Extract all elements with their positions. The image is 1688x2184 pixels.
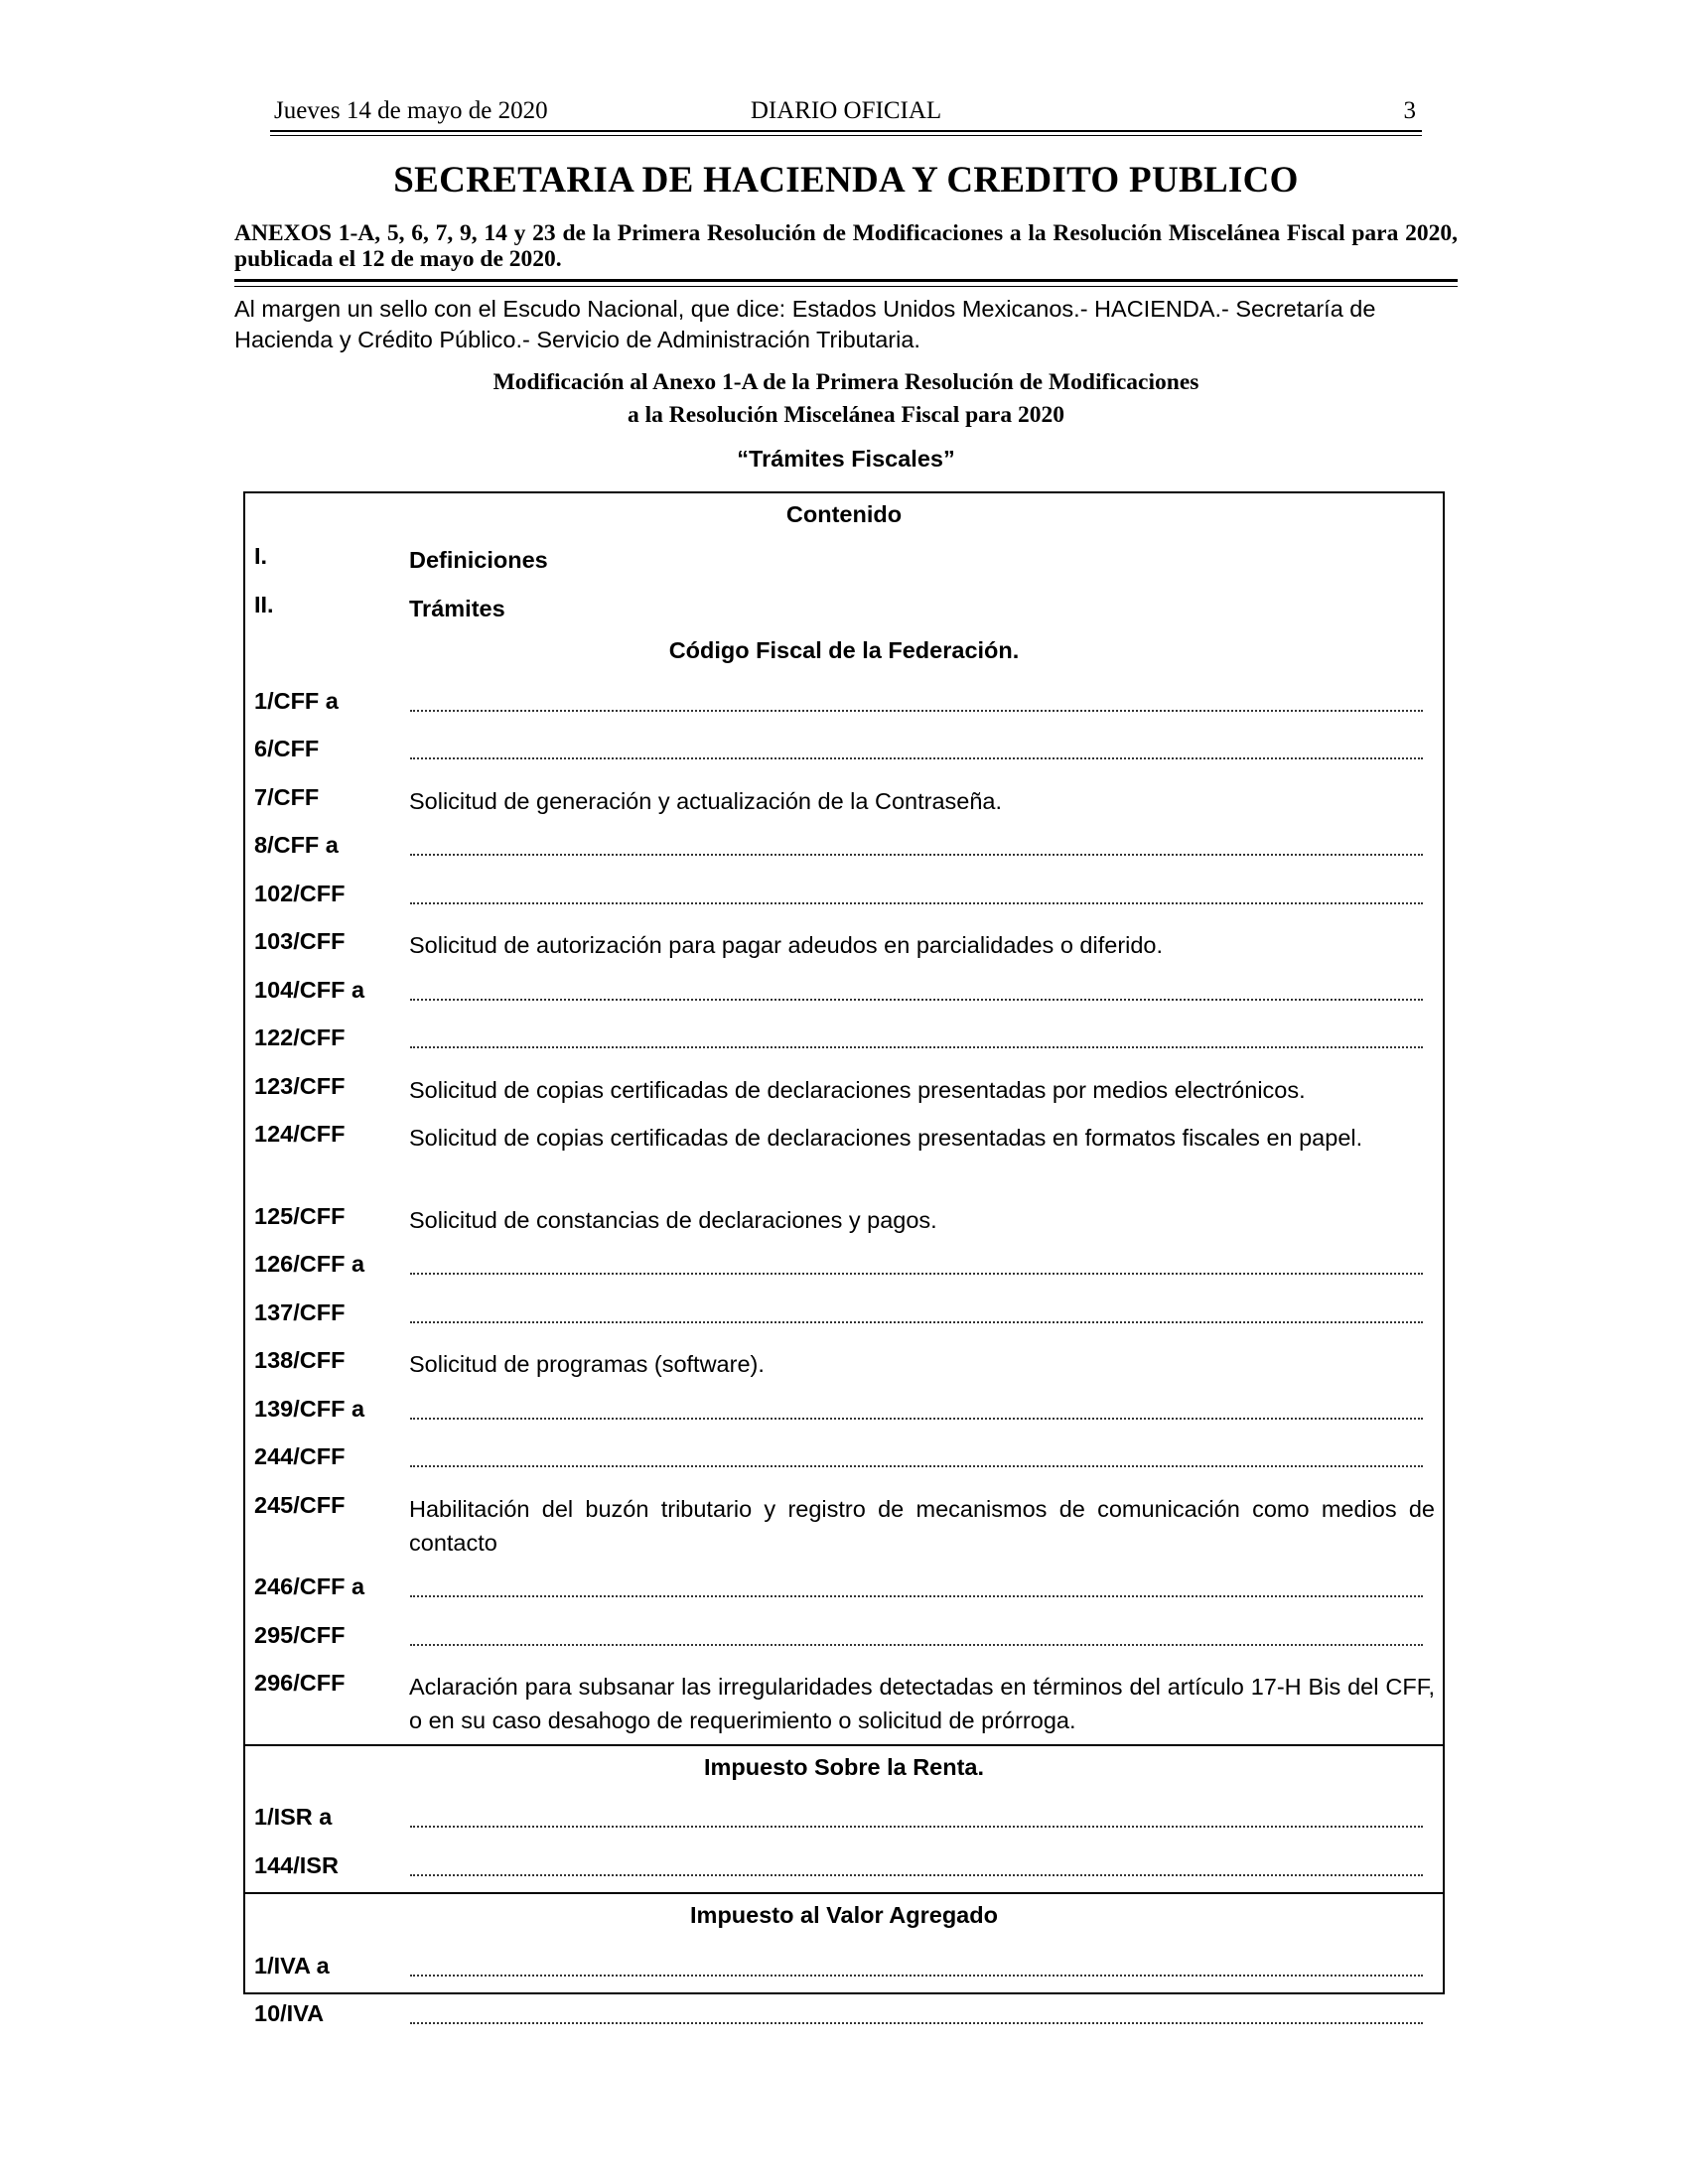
dot-leader <box>410 1273 1423 1275</box>
contents-box <box>243 491 1445 2026</box>
seal-note: Al margen un sello con el Escudo Nacional, que dice: Estados Unidos Mexicanos.- HACIENDA.- Secretaría de Hacienda y Crédito Público.- Servicio de Administración Tributaria. <box>234 296 1376 352</box>
procedure-description: Solicitud de autorización para pagar adeudos en parcialidades o diferido. <box>409 932 1164 958</box>
decree-title: ANEXOS 1-A, 5, 6, 7, 9, 14 y 23 de la Primera Resolución de Modificaciones a la Resolución Miscelánea Fiscal para 2020, publicada el 12 de mayo de 2020. <box>234 220 1458 272</box>
dot-leader <box>410 999 1423 1001</box>
procedure-description: Solicitud de constancias de declaraciones y pagos. <box>409 1206 937 1233</box>
header-rule-thin <box>270 135 1422 136</box>
procedure-code: 103/CFF <box>254 928 346 954</box>
procedure-code: 8/CFF a <box>254 832 339 858</box>
header-rule <box>270 130 1422 132</box>
subject-title: “Trámites Fiscales” <box>737 446 955 472</box>
procedure-code: 123/CFF <box>254 1072 346 1099</box>
dot-leader <box>410 1874 1423 1876</box>
contents-row <box>245 1491 1443 1556</box>
outline-label: Trámites <box>409 595 505 621</box>
section-title: Impuesto Sobre la Renta. <box>703 1753 985 1780</box>
header-publication: DIARIO OFICIAL <box>750 97 942 124</box>
procedure-code: 1/CFF a <box>254 687 339 714</box>
procedure-code: 125/CFF <box>254 1202 346 1229</box>
contents-row <box>245 1670 1443 1733</box>
contents-row <box>245 1396 1443 1430</box>
dot-leader <box>410 710 1423 712</box>
title-rule <box>234 279 1458 282</box>
procedure-code: 102/CFF <box>254 880 346 906</box>
contents-row <box>245 736 1443 769</box>
contents-row <box>245 1121 1443 1155</box>
procedure-code: 295/CFF <box>254 1621 346 1648</box>
contents-row <box>245 784 1443 818</box>
procedure-code: 296/CFF <box>254 1670 346 1696</box>
procedure-code: 139/CFF a <box>254 1395 365 1422</box>
procedure-code: 246/CFF a <box>254 1573 365 1599</box>
dot-leader <box>410 1826 1423 1828</box>
outline-label: Definiciones <box>409 547 548 573</box>
dot-leader <box>410 1418 1423 1420</box>
section-divider <box>245 1744 1443 1746</box>
contents-row <box>245 1024 1443 1058</box>
dot-leader <box>410 1644 1423 1646</box>
procedure-code: 104/CFF a <box>254 976 365 1003</box>
dot-leader <box>410 902 1423 904</box>
procedure-code: 244/CFF <box>254 1443 346 1469</box>
dot-leader <box>410 1465 1423 1467</box>
modification-title-line: Modificación al Anexo 1-A de la Primera Resolución de Modificaciones <box>492 369 1199 395</box>
contents-row <box>245 928 1443 962</box>
header-page-number: 3 <box>1403 97 1416 124</box>
contents-row <box>245 1953 1443 1986</box>
procedure-code: 245/CFF <box>254 1491 346 1518</box>
procedure-description: Habilitación del buzón tributario y registro de mecanismos de comunicación como medios de contacto <box>409 1495 1435 1556</box>
title-rule-thin <box>234 286 1458 287</box>
modification-title <box>234 366 1458 432</box>
contents-row <box>245 1251 1443 1285</box>
outline-row <box>245 592 1443 625</box>
dot-leader <box>410 1321 1423 1323</box>
procedure-code: 10/IVA <box>254 2000 325 2026</box>
procedure-code: 138/CFF <box>254 1347 346 1373</box>
procedure-description: Aclaración para subsanar las irregularidades detectadas en términos del artículo 17-H Bis del CFF, o en su caso desahogo de requerimiento o solicitud de prórroga. <box>409 1674 1435 1733</box>
dot-leader <box>410 1046 1423 1048</box>
procedure-code: 137/CFF <box>254 1298 346 1325</box>
dot-leader <box>410 1975 1423 1977</box>
outline-row <box>245 543 1443 577</box>
outline-number: I. <box>254 543 268 569</box>
dot-leader <box>410 2022 1423 2024</box>
dot-leader <box>410 757 1423 759</box>
procedure-description: Solicitud de generación y actualización de la Contraseña. <box>409 787 1003 814</box>
dot-leader <box>410 1595 1423 1597</box>
contents-row <box>245 1622 1443 1656</box>
contents-title: Contenido <box>785 501 903 527</box>
procedure-code: 122/CFF <box>254 1024 346 1050</box>
procedure-description: Solicitud de copias certificadas de declaraciones presentadas en formatos fiscales en papel. <box>409 1125 1363 1151</box>
contents-row <box>245 977 1443 1011</box>
procedure-code: 7/CFF <box>254 783 320 810</box>
dot-leader <box>410 854 1423 856</box>
procedure-code: 126/CFF a <box>254 1251 365 1277</box>
contents-row <box>245 1443 1443 1477</box>
procedure-code: 1/ISR a <box>254 1804 333 1830</box>
procedure-code: 124/CFF <box>254 1121 346 1147</box>
section-divider <box>245 1892 1443 1894</box>
contents-row <box>245 881 1443 914</box>
contents-row <box>245 1573 1443 1607</box>
procedure-code: 1/IVA a <box>254 1952 330 1979</box>
outline-number: II. <box>254 591 274 617</box>
section-title: Impuesto al Valor Agregado <box>690 1902 998 1928</box>
contents-row <box>245 1203 1443 1237</box>
contents-row <box>245 1347 1443 1381</box>
procedure-description: Solicitud de copias certificadas de declaraciones presentadas por medios electrónicos. <box>409 1076 1306 1103</box>
procedure-description: Solicitud de programas (software). <box>409 1351 765 1377</box>
section-title: Código Fiscal de la Federación. <box>668 637 1020 663</box>
contents-row <box>245 1073 1443 1107</box>
procedure-code: 144/ISR <box>254 1851 339 1878</box>
procedure-code: 6/CFF <box>254 736 320 761</box>
modification-title-line: a la Resolución Miscelánea Fiscal para 2020 <box>628 402 1064 428</box>
contents-row <box>245 1852 1443 1886</box>
running-header <box>270 95 1422 131</box>
contents-row <box>245 688 1443 722</box>
agency-title: SECRETARIA DE HACIENDA Y CREDITO PUBLICO <box>393 160 1299 201</box>
contents-row <box>245 2000 1443 2034</box>
contents-row <box>245 1299 1443 1333</box>
contents-row <box>245 1804 1443 1838</box>
header-date: Jueves 14 de mayo de 2020 <box>274 97 548 124</box>
contents-row <box>245 832 1443 866</box>
